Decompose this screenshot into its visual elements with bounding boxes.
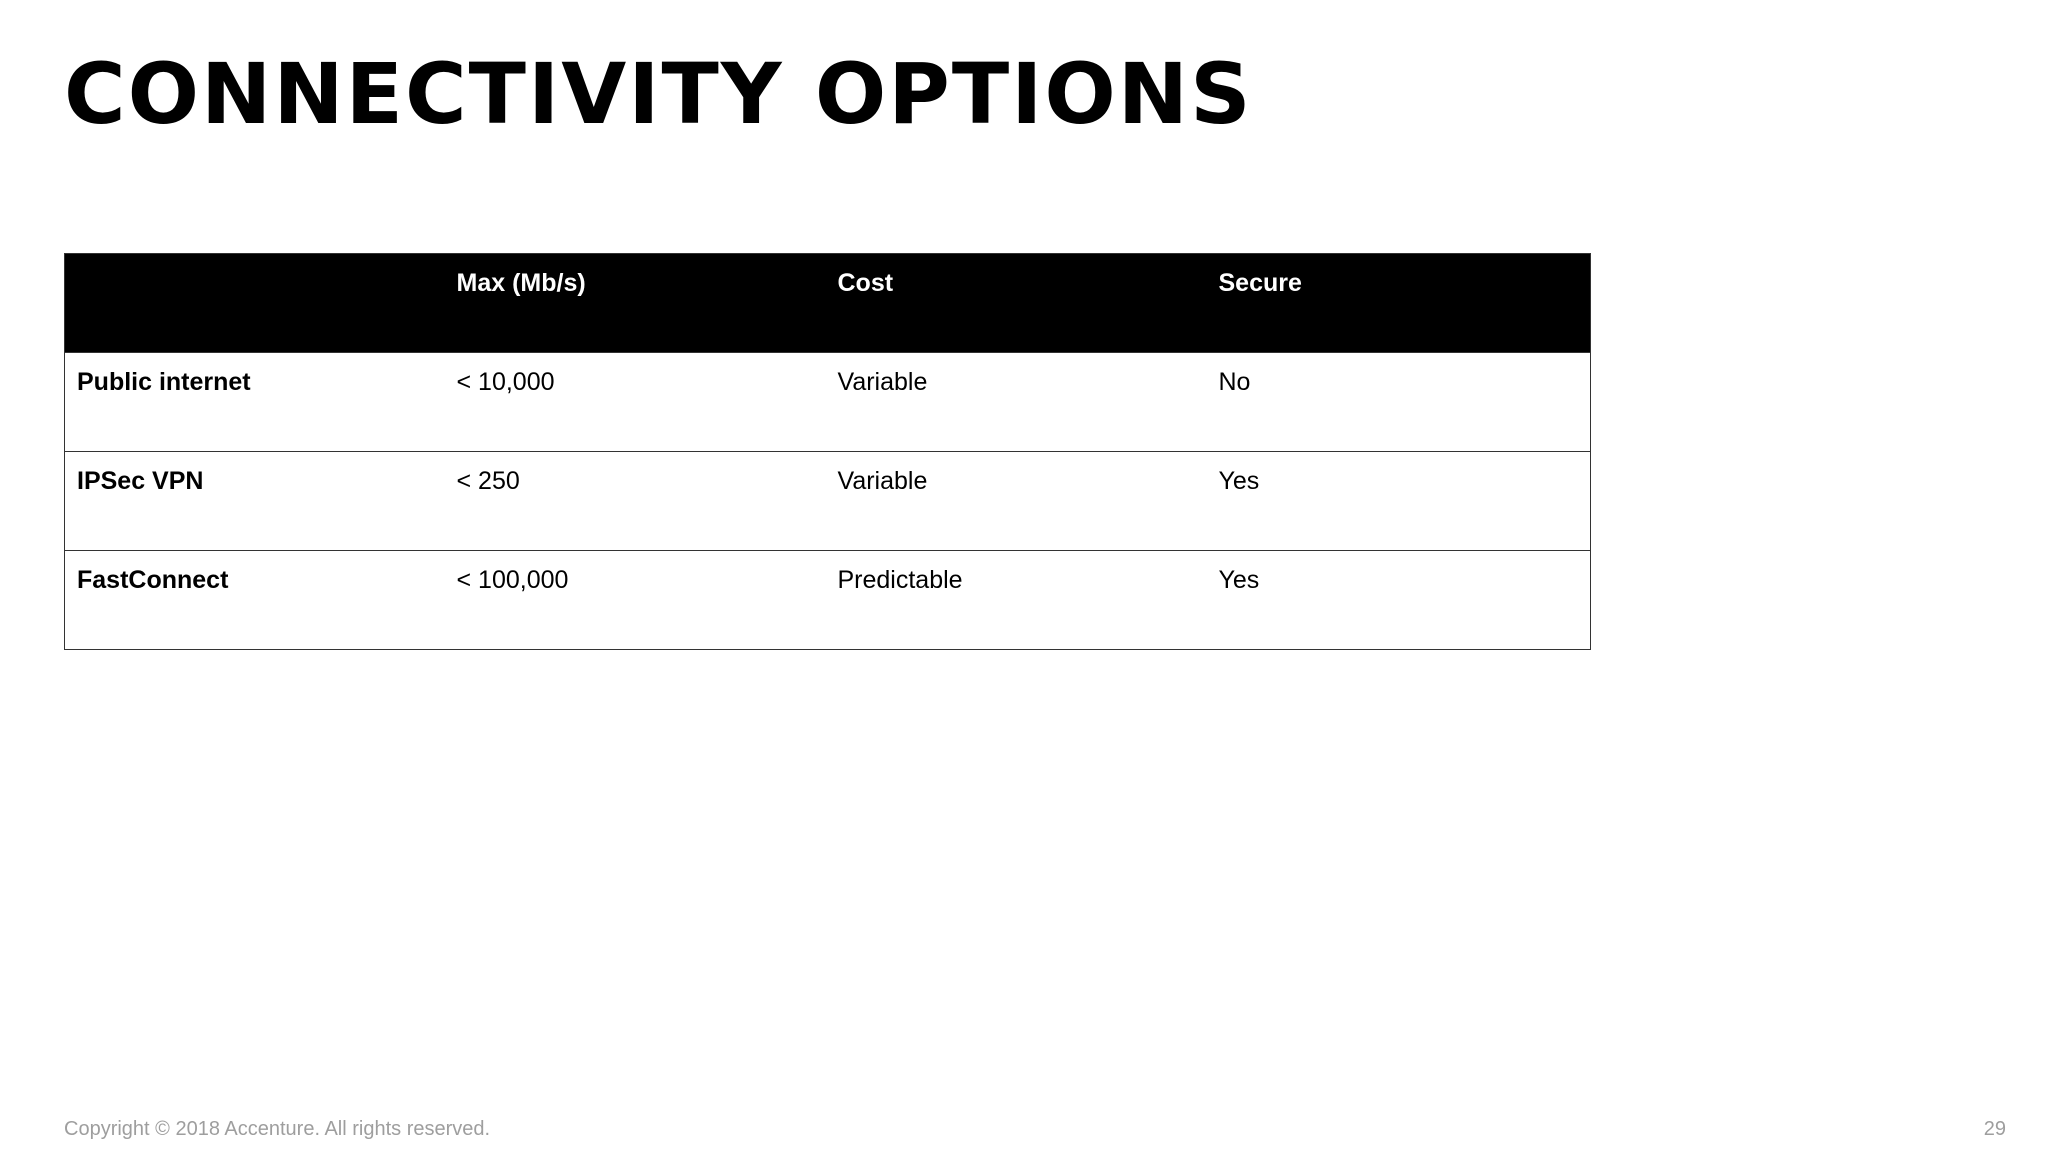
row-label-cell: IPSec VPN	[77, 467, 204, 495]
table-header-row	[65, 254, 1591, 353]
connectivity-table	[64, 253, 1591, 650]
row-label-cell: FastConnect	[77, 566, 229, 594]
table-row	[65, 452, 1591, 551]
page-title: CONNECTIVITY OPTIONS	[64, 45, 1253, 143]
table-row	[65, 353, 1591, 452]
secure-cell: No	[1218, 368, 1251, 396]
table-row	[65, 551, 1591, 650]
cost-cell: Predictable	[837, 566, 963, 594]
row-label-cell: Public internet	[77, 368, 251, 396]
cost-cell: Variable	[837, 467, 928, 495]
max-cell: < 250	[456, 467, 520, 495]
header-cell-cost: Cost	[837, 269, 894, 297]
header-cell-secure: Secure	[1218, 269, 1302, 297]
page-number: 29	[1983, 1118, 2006, 1140]
max-cell: < 10,000	[456, 368, 555, 396]
secure-cell: Yes	[1218, 467, 1260, 495]
footer-copyright: Copyright © 2018 Accenture. All rights reserved.	[64, 1118, 491, 1140]
connectivity-table-container	[64, 253, 1590, 650]
max-cell: < 100,000	[456, 566, 569, 594]
cost-cell: Variable	[837, 368, 928, 396]
header-cell-max: Max (Mb/s)	[456, 269, 586, 297]
header-cell-empty	[65, 254, 445, 353]
secure-cell: Yes	[1218, 566, 1260, 594]
